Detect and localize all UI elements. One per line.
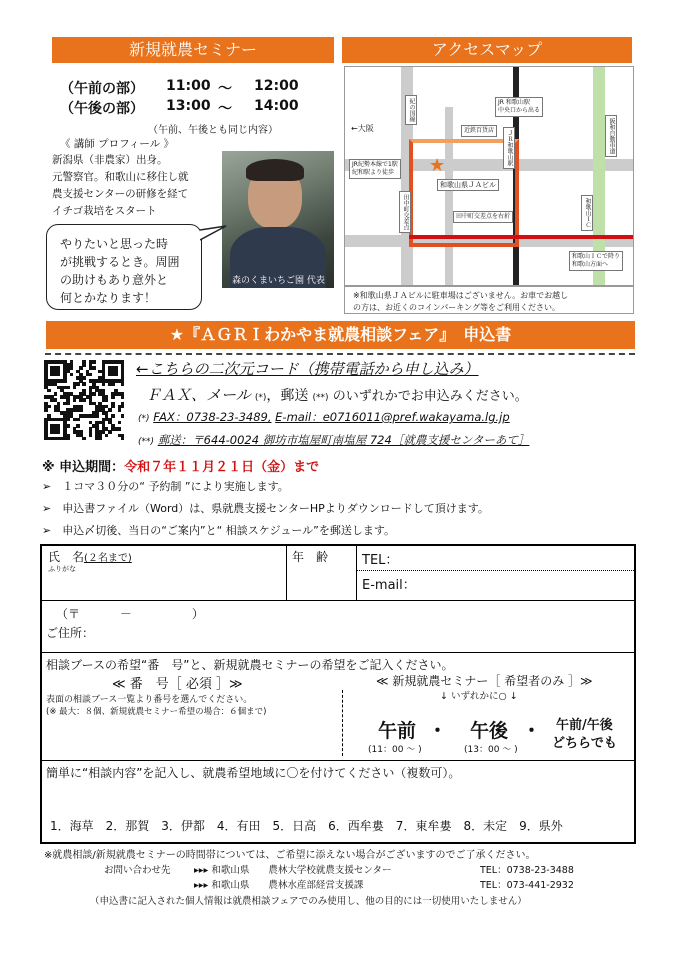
qr-module [76, 382, 80, 386]
qr-module [89, 434, 93, 438]
bubble-line-3: の助けもあり意外と [60, 273, 169, 287]
afternoon-tilde: ～ [218, 101, 232, 117]
contact-org-2: ▸▸▸ 和歌山県 農林水産部経営支援課 [194, 880, 364, 891]
qr-module [70, 373, 74, 377]
access-map [344, 66, 634, 286]
tel-label[interactable]: TEL： [362, 553, 399, 568]
map-ic: 和歌山ＩＣ [581, 195, 593, 231]
afternoon-label: （午後の部） [60, 101, 144, 117]
wish-title: 相談ブースの希望“番 号”と、新規就農セミナーの希望をご記入ください。 [46, 658, 454, 672]
bullet-1: ➢ １コマ３０分の“ 予約制 ”により実施します。 [42, 480, 289, 493]
deadline-value: 令和７年１１月２１日（金）まで [124, 460, 320, 475]
name-note: (２名まで) [84, 553, 132, 564]
profile-line-1: 新潟県（非農家）出身。 [52, 154, 168, 166]
form-divider-3 [40, 760, 636, 761]
morning-tilde: ～ [218, 81, 232, 97]
bubble-line-1: やりたいと思った時 [60, 237, 169, 251]
qr-module [47, 389, 51, 393]
deadline-label: ※ 申込期間： [42, 460, 125, 475]
age-label: 年 齢 [292, 550, 329, 564]
map-jr-line: ＪＲ和歌山駅 [503, 127, 515, 169]
qr-module [121, 382, 125, 386]
seminar-wish-title: ≪ 新規就農セミナー［ 希望者のみ ］≫ [376, 674, 593, 688]
fax-line [138, 409, 510, 425]
qr-module [79, 408, 83, 412]
form-col-1 [286, 544, 287, 600]
booth-note-2: (※ 最大：８個、新規就農セミナー希望の場合：６個まで) [46, 707, 267, 717]
option-pm[interactable]: 午後 [470, 720, 509, 742]
qr-module [66, 418, 70, 422]
post-line [138, 432, 529, 448]
qr-module [66, 424, 70, 428]
qr-module [70, 366, 74, 370]
parking-note [344, 286, 634, 314]
booth-note-1: 表面の相談ブース一覧より番号を選んでください。 [46, 695, 253, 705]
parking-line-2: の方は、お近くのコインパーキング等をご利用ください。 [353, 303, 560, 312]
qr-module [121, 405, 125, 409]
form-divider-1 [40, 600, 636, 601]
qr-module [63, 379, 67, 383]
qr-instruction: ←こちらの二次元コード（携帯電話から申し込み） [136, 360, 479, 378]
bubble-line-2: が挑戦するとき。周囲 [60, 255, 180, 269]
map-hanwa: 阪和自動車道 [605, 115, 617, 157]
qr-module [54, 392, 58, 396]
qr-module [108, 430, 112, 434]
qr-module [111, 405, 115, 409]
option-am[interactable]: 午前 [378, 720, 417, 742]
form-tel-divider [356, 570, 636, 571]
method-rest: のいずれかでお申込みください。 [332, 389, 528, 404]
qr-module [95, 414, 99, 418]
qr-module [105, 398, 109, 402]
booth-number-field[interactable] [46, 718, 336, 756]
qr-module [76, 424, 80, 428]
qr-module [44, 408, 48, 412]
contact-org-1: ▸▸▸ 和歌山県 農林大学校就農支援センター [194, 865, 392, 876]
fax-prefix: (*) [138, 414, 150, 424]
morning-label: （午前の部） [60, 81, 144, 97]
qr-module [111, 395, 115, 399]
map-kintetsu: 近鉄百貨店 [461, 125, 497, 137]
qr-module [66, 437, 70, 441]
post-label: 郵送： [157, 433, 193, 447]
qr-module [121, 437, 125, 441]
qr-module [92, 360, 96, 364]
name-field[interactable] [110, 548, 280, 596]
map-left-arrow: ←大阪 [351, 124, 374, 133]
qr-module [76, 418, 80, 422]
qr-module [111, 414, 115, 418]
qr-module [82, 437, 86, 441]
speaker-photo [222, 151, 334, 288]
method-post: ，郵送 [266, 388, 309, 404]
qr-module [114, 373, 118, 377]
name-label-text: 氏 名 [48, 550, 85, 564]
qr-module [118, 408, 122, 412]
post-prefix: (**) [138, 437, 155, 447]
bubble-tail [200, 224, 228, 244]
am-time: (11：00 ～ ) [368, 745, 422, 755]
email-label: E-mail： [275, 410, 323, 424]
map-kinokuni: 紀の国線 [405, 95, 417, 125]
bullet-1-text: １コマ３０分の“ 予約制 ”により実施します。 [62, 480, 289, 493]
building-star: ★ [429, 155, 446, 176]
zip-label[interactable]: （〒 － ） [56, 607, 204, 621]
post-address: 〒644-0024 御坊市塩屋町南塩屋 724［就農支援センターあて］ [192, 433, 530, 447]
deadline [42, 456, 319, 475]
region-options[interactable]: 1．海草 2．那賀 3．伊都 4．有田 5．日高 6．西牟婁 7．東牟婁 8．未定 9．県外 [50, 819, 563, 833]
qr-module [82, 382, 86, 386]
contact-tel-1: TEL：0738-23-3488 [480, 865, 574, 876]
cut-line [45, 353, 635, 355]
fax-text: FAX：0738-23-3489, [153, 410, 272, 424]
method-star: (*) [254, 393, 267, 403]
qr-module [73, 386, 77, 390]
morning-end: 12:00 [254, 78, 299, 94]
option-dot-2: ・ [522, 720, 542, 742]
access-header: アクセスマップ [342, 37, 632, 63]
contact-label: お問い合わせ先 [104, 865, 171, 876]
qr-module [89, 373, 93, 377]
bullet-2-text: 申込書ファイル（Word）は、県就農支援センターHPよりダウンロードして頂けます。 [62, 502, 489, 515]
qr-module [82, 363, 86, 367]
seminar-header: 新規就農セミナー [52, 37, 334, 63]
map-note: JR紀勢本線で1駅 紀和駅より徒歩 [349, 159, 401, 179]
profile-title: 《 講師 プロフィール 》 [60, 138, 174, 150]
form-wish-divider [342, 690, 343, 756]
option-either-2[interactable]: どちらでも [552, 736, 617, 751]
qr-module [66, 402, 70, 406]
bubble-line-4: 何とかなります！ [60, 291, 157, 305]
photo-caption: 森のくまいちご園 代表 [232, 276, 325, 286]
qr-module [111, 382, 115, 386]
pm-time: (13：00 ～ ) [464, 745, 518, 755]
map-tanaka: 田中町交差点 [399, 191, 411, 233]
consult-field[interactable] [46, 782, 630, 814]
afternoon-start: 13:00 [166, 98, 211, 114]
qr-module [121, 395, 125, 399]
address-label[interactable]: ご住所： [46, 626, 95, 640]
method-star2: (**) [312, 393, 329, 403]
parking-line-1: ※和歌山県ＪＡビルに駐車場はございません。お車でお越し [353, 291, 569, 300]
furigana-label: ふりがな [48, 565, 76, 573]
profile-line-4: イチゴ栽培をスタート [52, 205, 157, 217]
qr-module [73, 398, 77, 402]
method-line [146, 384, 528, 405]
profile-line-3: 農支援センターの研修を経て [52, 188, 189, 200]
qr-module [79, 366, 83, 370]
bullet-3-text: 申込〆切後、当日の“ご案内”と“ 相談スケジュール”を郵送します。 [62, 524, 395, 537]
form-divider-2 [40, 652, 636, 653]
privacy-note: （申込書に記入された個人情報は就農相談フェアでのみ使用し、他の目的には一切使用いたしません） [90, 896, 527, 907]
email-link[interactable]: e0716011@pref.wakayama.lg.jp [322, 410, 510, 424]
option-either-1[interactable]: 午前/午後 [556, 718, 613, 733]
qr-module [102, 382, 106, 386]
morning-start: 11:00 [166, 78, 211, 94]
profile-line-2: 元警察官。和歌山に移住し就 [52, 171, 189, 183]
map-intersection: 田中町交差点を右折 [453, 211, 513, 223]
qr-module [82, 398, 86, 402]
qr-module [47, 405, 51, 409]
option-dot-1: ・ [428, 720, 448, 742]
map-building: 和歌山県ＪＡビル [437, 179, 499, 191]
qr-module [118, 427, 122, 431]
qr-module [92, 366, 96, 370]
map-station-label: JR 和歌山駅 中央口から出る [495, 97, 543, 117]
same-content-note: （午前、午後とも同じ内容） [148, 125, 278, 136]
email-field-label[interactable]: E-mail： [362, 578, 416, 593]
fair-title: ★『ＡＧＲＩわかやま就農相談フェア』 申込書 [46, 321, 635, 349]
qr-module [66, 386, 70, 390]
qr-module [98, 437, 102, 441]
form-col-2 [356, 544, 357, 600]
booth-title: ≪ 番 号［ 必須 ］≫ [112, 677, 243, 692]
qr-module [82, 376, 86, 380]
qr-module [92, 392, 96, 396]
qr-module [105, 434, 109, 438]
consult-title: 簡単に“相談内容”を記入し、就農希望地域に〇を付けてください（複数可）。 [46, 766, 461, 780]
map-ic-box: 和歌山ＩＣで降り 和歌山方面へ [569, 251, 623, 271]
time-notice: ※就農相談/新規就農セミナーの時間帯については、ご希望に添えない場合がございますのでご了承ください。 [44, 850, 536, 861]
contact-tel-2: TEL：073-441-2932 [480, 880, 574, 891]
bullet-2: ➢ 申込書ファイル（Word）は、県就農支援センターHPよりダウンロードして頂けます。 [42, 502, 489, 515]
qr-module [121, 414, 125, 418]
qr-module [118, 421, 122, 425]
method-main: ＦＡＸ、メール [146, 386, 251, 404]
qr-code[interactable] [44, 360, 124, 440]
qr-module [57, 430, 61, 434]
afternoon-end: 14:00 [254, 98, 299, 114]
bullet-3: ➢ 申込〆切後、当日の“ご案内”と“ 相談スケジュール”を郵送します。 [42, 524, 395, 537]
qr-module [57, 373, 61, 377]
qr-module [108, 408, 112, 412]
seminar-wish-sub: ↓ いずれかに○ ↓ [440, 691, 518, 702]
